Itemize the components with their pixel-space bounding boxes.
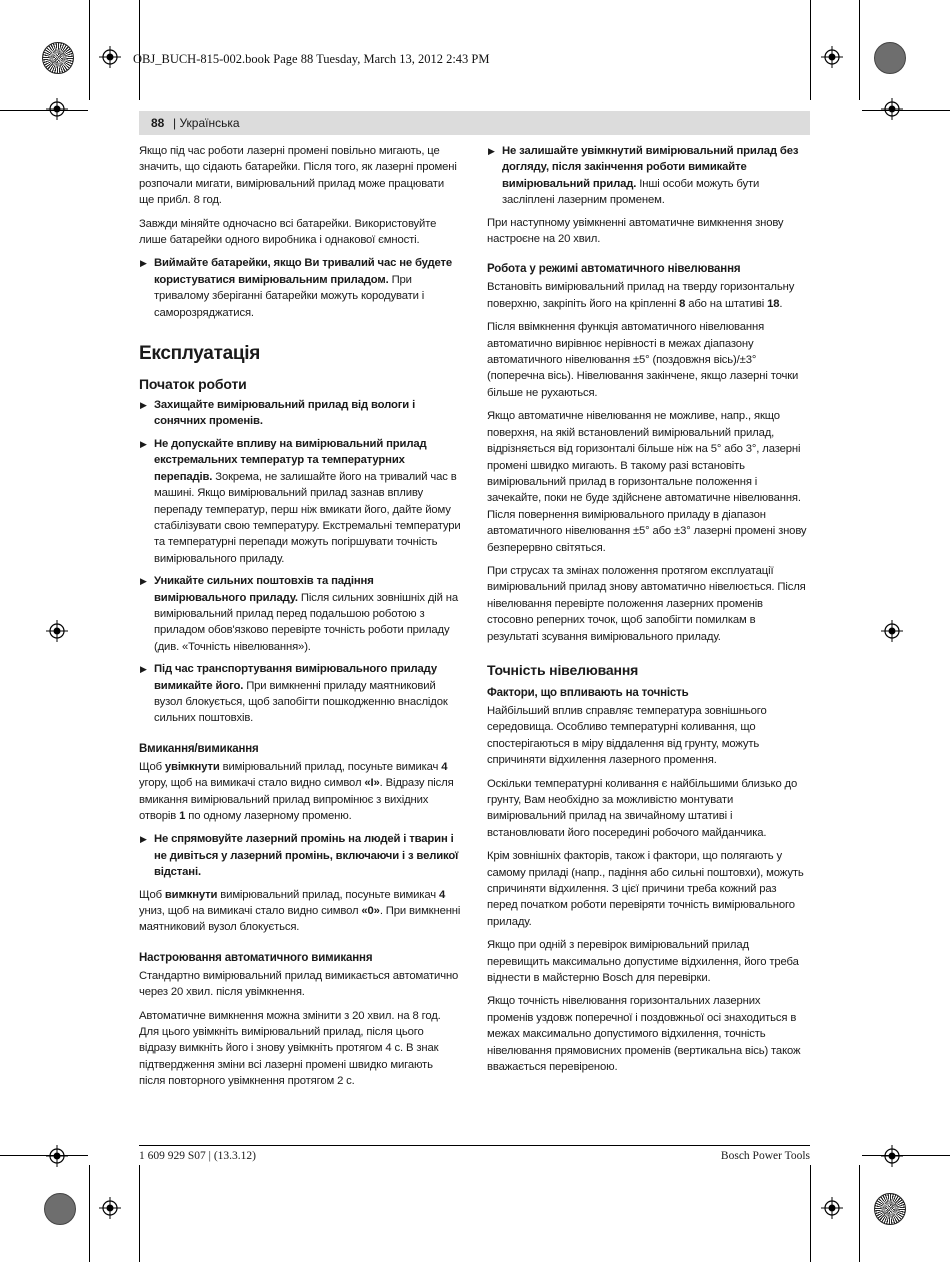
page-language: | Українська [173,116,240,130]
registration-mark-icon [821,46,843,68]
paragraph: Завжди міняйте одночасно всі батарейки. Використовуйте лише батарейки одного виробника і однакової ємності. [139,217,437,247]
list-item: ▶ Не залишайте увімкнутий вимірювальний прилад без догляду, після закінчення роботи вимикайте вимірювальний прилад. Інші особи можуть бути засліплені лазерним променем. [488,145,799,207]
right-column [487,143,809,1083]
subsection-heading: Настроювання автоматичного вимикання [139,951,373,964]
paragraph: Крім зовнішніх факторів, також і фактори, що полягають у самому приладі (напр., падіння або сильні поштовхи), можуть спричиняти відхилення. З цієї причини треба кожний раз перед початком роботи перевіряти точність вимірювального приладу. [487,850,804,928]
footer-brand: Bosch Power Tools [720,1150,810,1162]
paragraph: Найбільший вплив справляє температура зовнішнього середовища. Особливо температурні коливання, що спостерігаються в міру віддалення від грунту, можуть спричиняти відхилення лазерного промення. [487,704,767,767]
paragraph: Автоматичне вимкнення можна змінити з 20 хвил. на 8 год. Для цього увімкніть вимірювальний прилад, після цього відразу вимкніть його і знову увімкніть протягом 4 с. В знак підтвердження зміни всі лазерні промені швидко мигають після повторного увімкнення протягом 2 с. [139,1009,441,1088]
paragraph: При струсах та змінах положення протягом експлуатації вимірювальний прилад знову автоматично нівелюється. Після нівелювання перевірте положення лазерних променів стосовно реперних точок, щоб запобігти помилкам в результаті зсування вимірювального приладу. [487,564,806,643]
list-item: ▶ Уникайте сильних поштовхів та падіння вимірювального приладу. Після сильних зовнішніх дій на вимірювальний прилад перед подальшою роботою з приладом обов'язково перевірте точність роботи приладу (див. «Точність нівелювання»). [140,575,459,653]
footer-doc-number: 1 609 929 S07 | (13.3.12) [139,1150,256,1162]
subsection-heading: Початок роботи [139,376,247,393]
triangle-bullet-icon: ▶ [140,664,147,675]
registration-mark-icon [46,98,68,120]
grey-target-icon [874,42,906,74]
paragraph: Якщо під час роботи лазерні промені повільно мигають, це значить, що сідають батарейки. Після того, як лазерні промені розпочали мигати, вимірювальний прилад може працювати ще прибл. 8 год. [139,145,457,207]
subsection-heading: Вмикання/вимикання [139,742,259,755]
registration-mark-icon [46,1145,68,1167]
paragraph: Встановіть вимірювальний прилад на тверду горизонтальну поверхню, закріпіть його на кріпленні 8 або на штативі 18. [487,281,795,310]
paragraph: Якщо при одній з перевірок вимірювальний прилад перевищить максимально допустиме відхилення, його треба віднести в майстерню Bosch для перевірки. [487,939,799,985]
section-heading: Експлуатація [139,343,260,365]
list-item: ▶ Захищайте вимірювальний прилад від вологи і сонячних променів. [140,399,416,428]
subsection-heading: Фактори, що впливають на точність [487,686,689,699]
paragraph: Якщо автоматичне нівелювання не можливе, напр., якщо поверхня, на якій встановлений вимірювальний прилад, відрізняється від горизонталі більше ніж на 5° або 3°, лазерні промені швидко мигають. В такому разі встановіть вимірювальний прилад в горизонтальне положення і зачекайте, поки не буде здійснене автоматичне нівелювання. Після повернення вимірювального приладу в діапазон автоматичного нівелювання ±5° або ±3° лазерні промені знову безперервно світяться. [487,410,807,554]
paragraph: Якщо точність нівелювання горизонтальних лазерних променів уздовж поперечної і поздовжньої осі знаходиться в межах максимально допустимого відхилення, точність нівелювання прямовисних променів (вертикальна вісь) також вважається перевіреною. [487,995,801,1074]
triangle-bullet-icon: ▶ [140,400,147,411]
paragraph: При наступному увімкненні автоматичне вимкнення знову настроєне на 20 хвил. [487,216,784,246]
registration-mark-icon [99,1197,121,1219]
registration-mark-icon [881,1145,903,1167]
page-number: 88 [151,116,165,130]
triangle-bullet-icon: ▶ [140,576,147,587]
color-target-icon [874,1193,906,1225]
print-slug: OBJ_BUCH-815-002.book Page 88 Tuesday, March 13, 2012 2:43 PM [133,52,490,66]
paragraph: Стандартно вимірювальний прилад вимикається автоматично через 20 хвил. після увімкнення. [139,969,459,999]
list-item: ▶ Під час транспортування вимірювального приладу вимикайте його. При вимкненні приладу маятниковий вузол блокується, щоб запобігти пошкодженню внаслідок сильних поштовхів. [140,663,448,725]
triangle-bullet-icon: ▶ [140,438,147,449]
subsection-heading: Робота у режимі автоматичного нівелювання [487,263,741,276]
triangle-bullet-icon: ▶ [140,834,147,845]
triangle-bullet-icon: ▶ [488,146,495,156]
paragraph: Щоб увімкнути вимірювальний прилад, посуньте вимикач 4 угору, щоб на вимикачі стало видно символ «I». Відразу після вмикання вимірювальний прилад випромінює з вихідних отворів 1 по одному лазерному променю. [139,760,454,822]
section-heading: Точність нівелювання [487,661,639,678]
left-column [139,143,461,1097]
grey-target-icon [44,1193,76,1225]
registration-mark-icon [881,98,903,120]
registration-mark-icon [821,1197,843,1219]
paragraph: Після ввімкнення функція автоматичного нівелювання автоматично вирівнює нерівності в межах діапазону автоматичного нівелювання ±5° (поздовжня вісь)/±3° (поперечна вісь). Нівелювання закінчене, якщо лазерні точки більше не рухаються. [487,321,799,399]
registration-mark-icon [99,46,121,68]
registration-mark-icon [46,620,68,642]
paragraph: Оскільки температурні коливання є найбільшими близько до грунту, Вам необхідно за можливістю монтувати вимірювальний прилад на звичайному штативі і встановлювати його посередині робочого майданчика. [487,777,798,839]
triangle-bullet-icon: ▶ [140,258,147,269]
list-item: ▶ Не допускайте впливу на вимірювальний прилад екстремальних температур та температурних перепадів. Зокрема, не залишайте його на тривалий час в машині. Якщо вимірювальний прилад зазнав впливу перепаду температур, перш ніж вмикати його, дайте йому стабілізувати свою температуру. Екстремальні температури та температурні перепади можуть погіршувати точність вимірювального приладу. [140,437,461,565]
list-item: ▶ Не спрямовуйте лазерний промінь на людей і тварин і не дивіться у лазерний промінь, включаючи і з великої відстані. [140,833,459,879]
list-item: ▶ Виймайте батарейки, якщо Ви тривалий час не будете користуватися вимірювальним приладом. При тривалому зберіганні батарейки можуть кородувати і саморозряджатися. [140,257,453,319]
footer-rule [139,1145,810,1146]
paragraph: Щоб вимкнути вимірювальний прилад, посуньте вимикач 4 униз, щоб на вимикачі стало видно символ «0». При вимкненні маятниковий вузол блокується. [139,888,461,934]
registration-mark-icon [881,620,903,642]
color-target-icon [42,42,74,74]
